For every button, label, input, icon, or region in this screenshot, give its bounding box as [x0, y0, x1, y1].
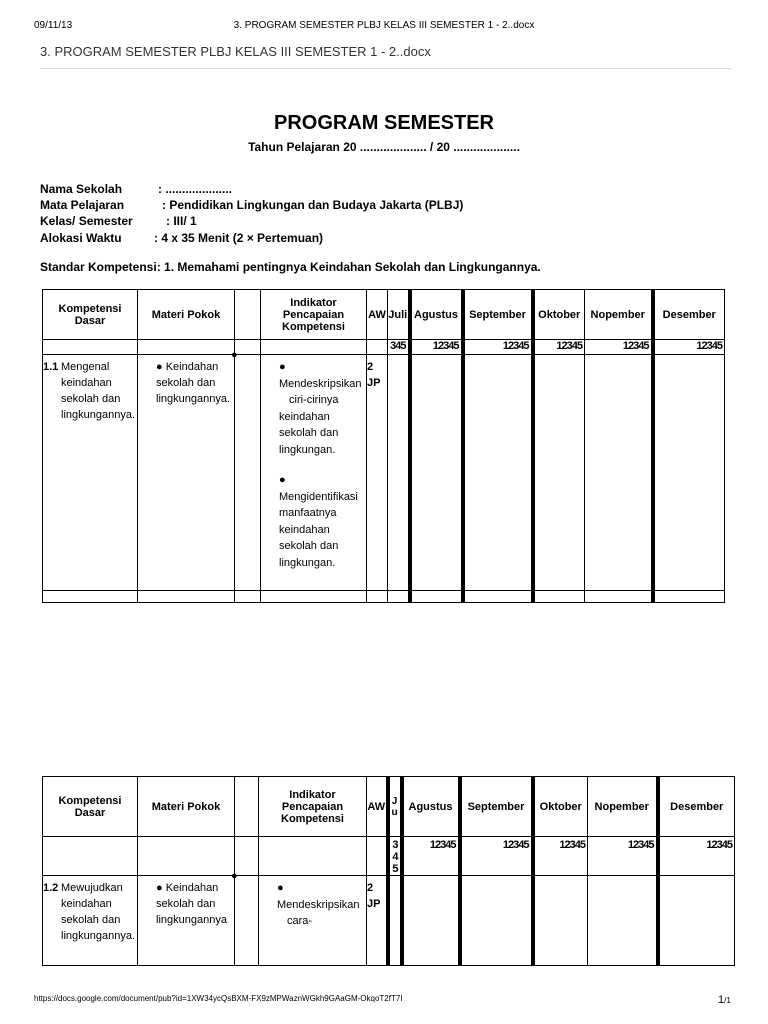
week-blank — [138, 340, 235, 355]
weeks-juli: 34 5 — [388, 837, 402, 876]
info-label: Nama Sekolah — [40, 182, 123, 196]
header-juli: Juli — [388, 290, 410, 340]
print-url: https://docs.google.com/document/pub?id=1XW34ycQsBXM-FX9zMPWaznWGkh9GAaGM-OkqoT2fT7I — [34, 994, 403, 1003]
materi-pokok-cell: ● Keindahan sekolah dan lingkungannya. — [138, 355, 235, 591]
standar-kompetensi: Standar Kompetensi: 1. Memahami pentingnya Keindahan Sekolah dan Lingkungannya. — [40, 260, 541, 274]
week-blank — [235, 340, 261, 355]
empty-cell — [410, 591, 463, 603]
table-header-row — [43, 777, 735, 837]
weeks-september: 12345 — [463, 340, 533, 355]
weeks-juli: 345 — [388, 340, 410, 355]
indikator-item — [279, 359, 364, 458]
indikator-bullet: ● — [277, 882, 284, 894]
info-kelas-semester — [40, 214, 197, 228]
header-blank — [235, 777, 259, 837]
indikator-cell — [259, 876, 367, 966]
program-table-2 — [42, 776, 735, 966]
weeks-agustus: 12345 — [402, 837, 460, 876]
header-desember: Desember — [653, 290, 725, 340]
week-row — [43, 340, 725, 355]
indikator-bullet: ● — [279, 361, 286, 373]
bullet-dot: ● — [231, 349, 238, 361]
header-juli: J u — [388, 777, 402, 837]
weeks-desember: 12345 — [653, 340, 725, 355]
schedule-cell — [658, 876, 735, 966]
empty-cell — [138, 591, 235, 603]
print-title: 3. PROGRAM SEMESTER PLBJ KELAS III SEMESTER 1 - 2..docx — [233, 20, 535, 31]
schedule-cell — [585, 355, 653, 591]
print-date: 09/11/13 — [34, 20, 73, 31]
indikator-item — [279, 472, 364, 571]
week-blank — [367, 340, 388, 355]
table-row-empty — [43, 591, 725, 603]
header-agustus: Agustus — [410, 290, 463, 340]
header-oktober: Oktober — [533, 777, 588, 837]
week-row — [43, 837, 735, 876]
info-label: Alokasi Waktu — [40, 231, 122, 245]
empty-cell — [235, 591, 261, 603]
header-aw: AW — [367, 290, 388, 340]
schedule-cell — [588, 876, 658, 966]
indikator-text: Mendeskripsikan — [279, 377, 362, 390]
empty-cell — [388, 591, 410, 603]
schedule-cell — [402, 876, 460, 966]
header-nopember: Nopember — [585, 290, 653, 340]
schedule-cell — [533, 355, 585, 591]
empty-cell — [261, 591, 367, 603]
header-indikator: Indikator Pencapaian Kompetensi — [259, 777, 367, 837]
schedule-cell — [460, 876, 533, 966]
header-oktober: Oktober — [533, 290, 585, 340]
header-blank — [235, 290, 261, 340]
table-header-row — [43, 290, 725, 340]
info-label: Mata Pelajaran — [40, 198, 125, 212]
week-blank — [235, 837, 259, 876]
header-nopember: Nopember — [588, 777, 658, 837]
aw-cell: 2 JP — [367, 876, 388, 966]
week-blank — [261, 340, 367, 355]
page-number — [718, 994, 731, 1006]
info-value: : Pendidikan Lingkungan dan Budaya Jakarta (PLBJ) — [162, 198, 464, 212]
table-row — [43, 355, 725, 591]
schedule-cell — [463, 355, 533, 591]
print-header — [0, 0, 768, 30]
bullet-cell — [231, 349, 261, 591]
kd-cell — [43, 355, 138, 591]
schedule-cell — [388, 355, 410, 591]
week-blank — [43, 340, 138, 355]
info-mata-pelajaran — [40, 198, 463, 212]
materi-pokok-cell: ● Keindahan sekolah dan lingkungannya — [138, 876, 235, 966]
empty-cell — [43, 591, 138, 603]
weeks-oktober: 12345 — [533, 837, 588, 876]
document-header-title: 3. PROGRAM SEMESTER PLBJ KELAS III SEMESTER 1 - 2..docx — [40, 44, 732, 69]
aw-cell: 2 JP — [367, 355, 388, 591]
schedule-cell — [533, 876, 588, 966]
info-value: : .................... — [158, 182, 233, 196]
schedule-cell — [653, 355, 725, 591]
indikator-cell — [261, 355, 367, 591]
header-september: September — [463, 290, 533, 340]
kd-number: 1.1 — [43, 361, 59, 373]
weeks-september: 12345 — [460, 837, 533, 876]
bullet-dot: ● — [231, 870, 238, 882]
info-value: : III/ 1 — [166, 214, 197, 228]
table-row — [43, 876, 735, 966]
header-aw: AW — [367, 777, 388, 837]
schedule-cell — [410, 355, 463, 591]
program-table-1 — [42, 289, 725, 603]
bullet-cell — [231, 870, 259, 966]
empty-cell — [533, 591, 585, 603]
weeks-nopember: 12345 — [585, 340, 653, 355]
indikator-bullet: ● — [279, 474, 286, 486]
page-total: /1 — [724, 996, 731, 1005]
empty-cell — [367, 591, 388, 603]
header-materi-pokok: Materi Pokok — [138, 777, 235, 837]
indikator-text: cara- — [287, 915, 313, 927]
page-title: PROGRAM SEMESTER — [273, 112, 495, 134]
weeks-oktober: 12345 — [533, 340, 585, 355]
week-blank — [367, 837, 388, 876]
header-kompetensi-dasar: Kompetensi Dasar — [43, 777, 138, 837]
weeks-desember: 12345 — [658, 837, 735, 876]
kd-text: Mengenal keindahan sekolah dan lingkungannya. — [61, 361, 136, 421]
empty-cell — [585, 591, 653, 603]
info-label: Kelas/ Semester — [40, 214, 133, 228]
week-blank — [138, 837, 235, 876]
empty-cell — [463, 591, 533, 603]
header-materi-pokok: Materi Pokok — [138, 290, 235, 340]
page-current: 1 — [718, 994, 725, 1006]
header-indikator: Indikator Pencapaian Kompetensi — [261, 290, 367, 340]
year-line: Tahun Pelajaran 20 .................... / 20 .................... — [248, 140, 520, 154]
header-agustus: Agustus — [402, 777, 460, 837]
kd-number: 1.2 — [43, 882, 59, 894]
info-alokasi-waktu — [40, 231, 323, 245]
weeks-agustus: 12345 — [410, 340, 463, 355]
indikator-text: Mengidentifikasi manfaatnya keindahan sekolah dan lingkungan. — [279, 490, 358, 569]
weeks-nopember: 12345 — [588, 837, 658, 876]
kd-text: Mewujudkan keindahan sekolah dan lingkungannya. — [61, 882, 136, 942]
week-blank — [43, 837, 138, 876]
header-september: September — [460, 777, 533, 837]
info-nama-sekolah — [40, 182, 232, 196]
indikator-text: ciri-cirinya — [289, 394, 339, 406]
indikator-text: Mendeskripsikan — [277, 898, 360, 911]
week-blank — [259, 837, 367, 876]
header-desember: Desember — [658, 777, 735, 837]
schedule-cell — [388, 876, 402, 966]
kd-cell — [43, 876, 138, 966]
indikator-text: keindahan sekolah dan lingkungan. — [279, 410, 339, 456]
empty-cell — [653, 591, 725, 603]
info-value: : 4 x 35 Menit (2 × Pertemuan) — [154, 231, 324, 245]
header-kompetensi-dasar: Kompetensi Dasar — [43, 290, 138, 340]
